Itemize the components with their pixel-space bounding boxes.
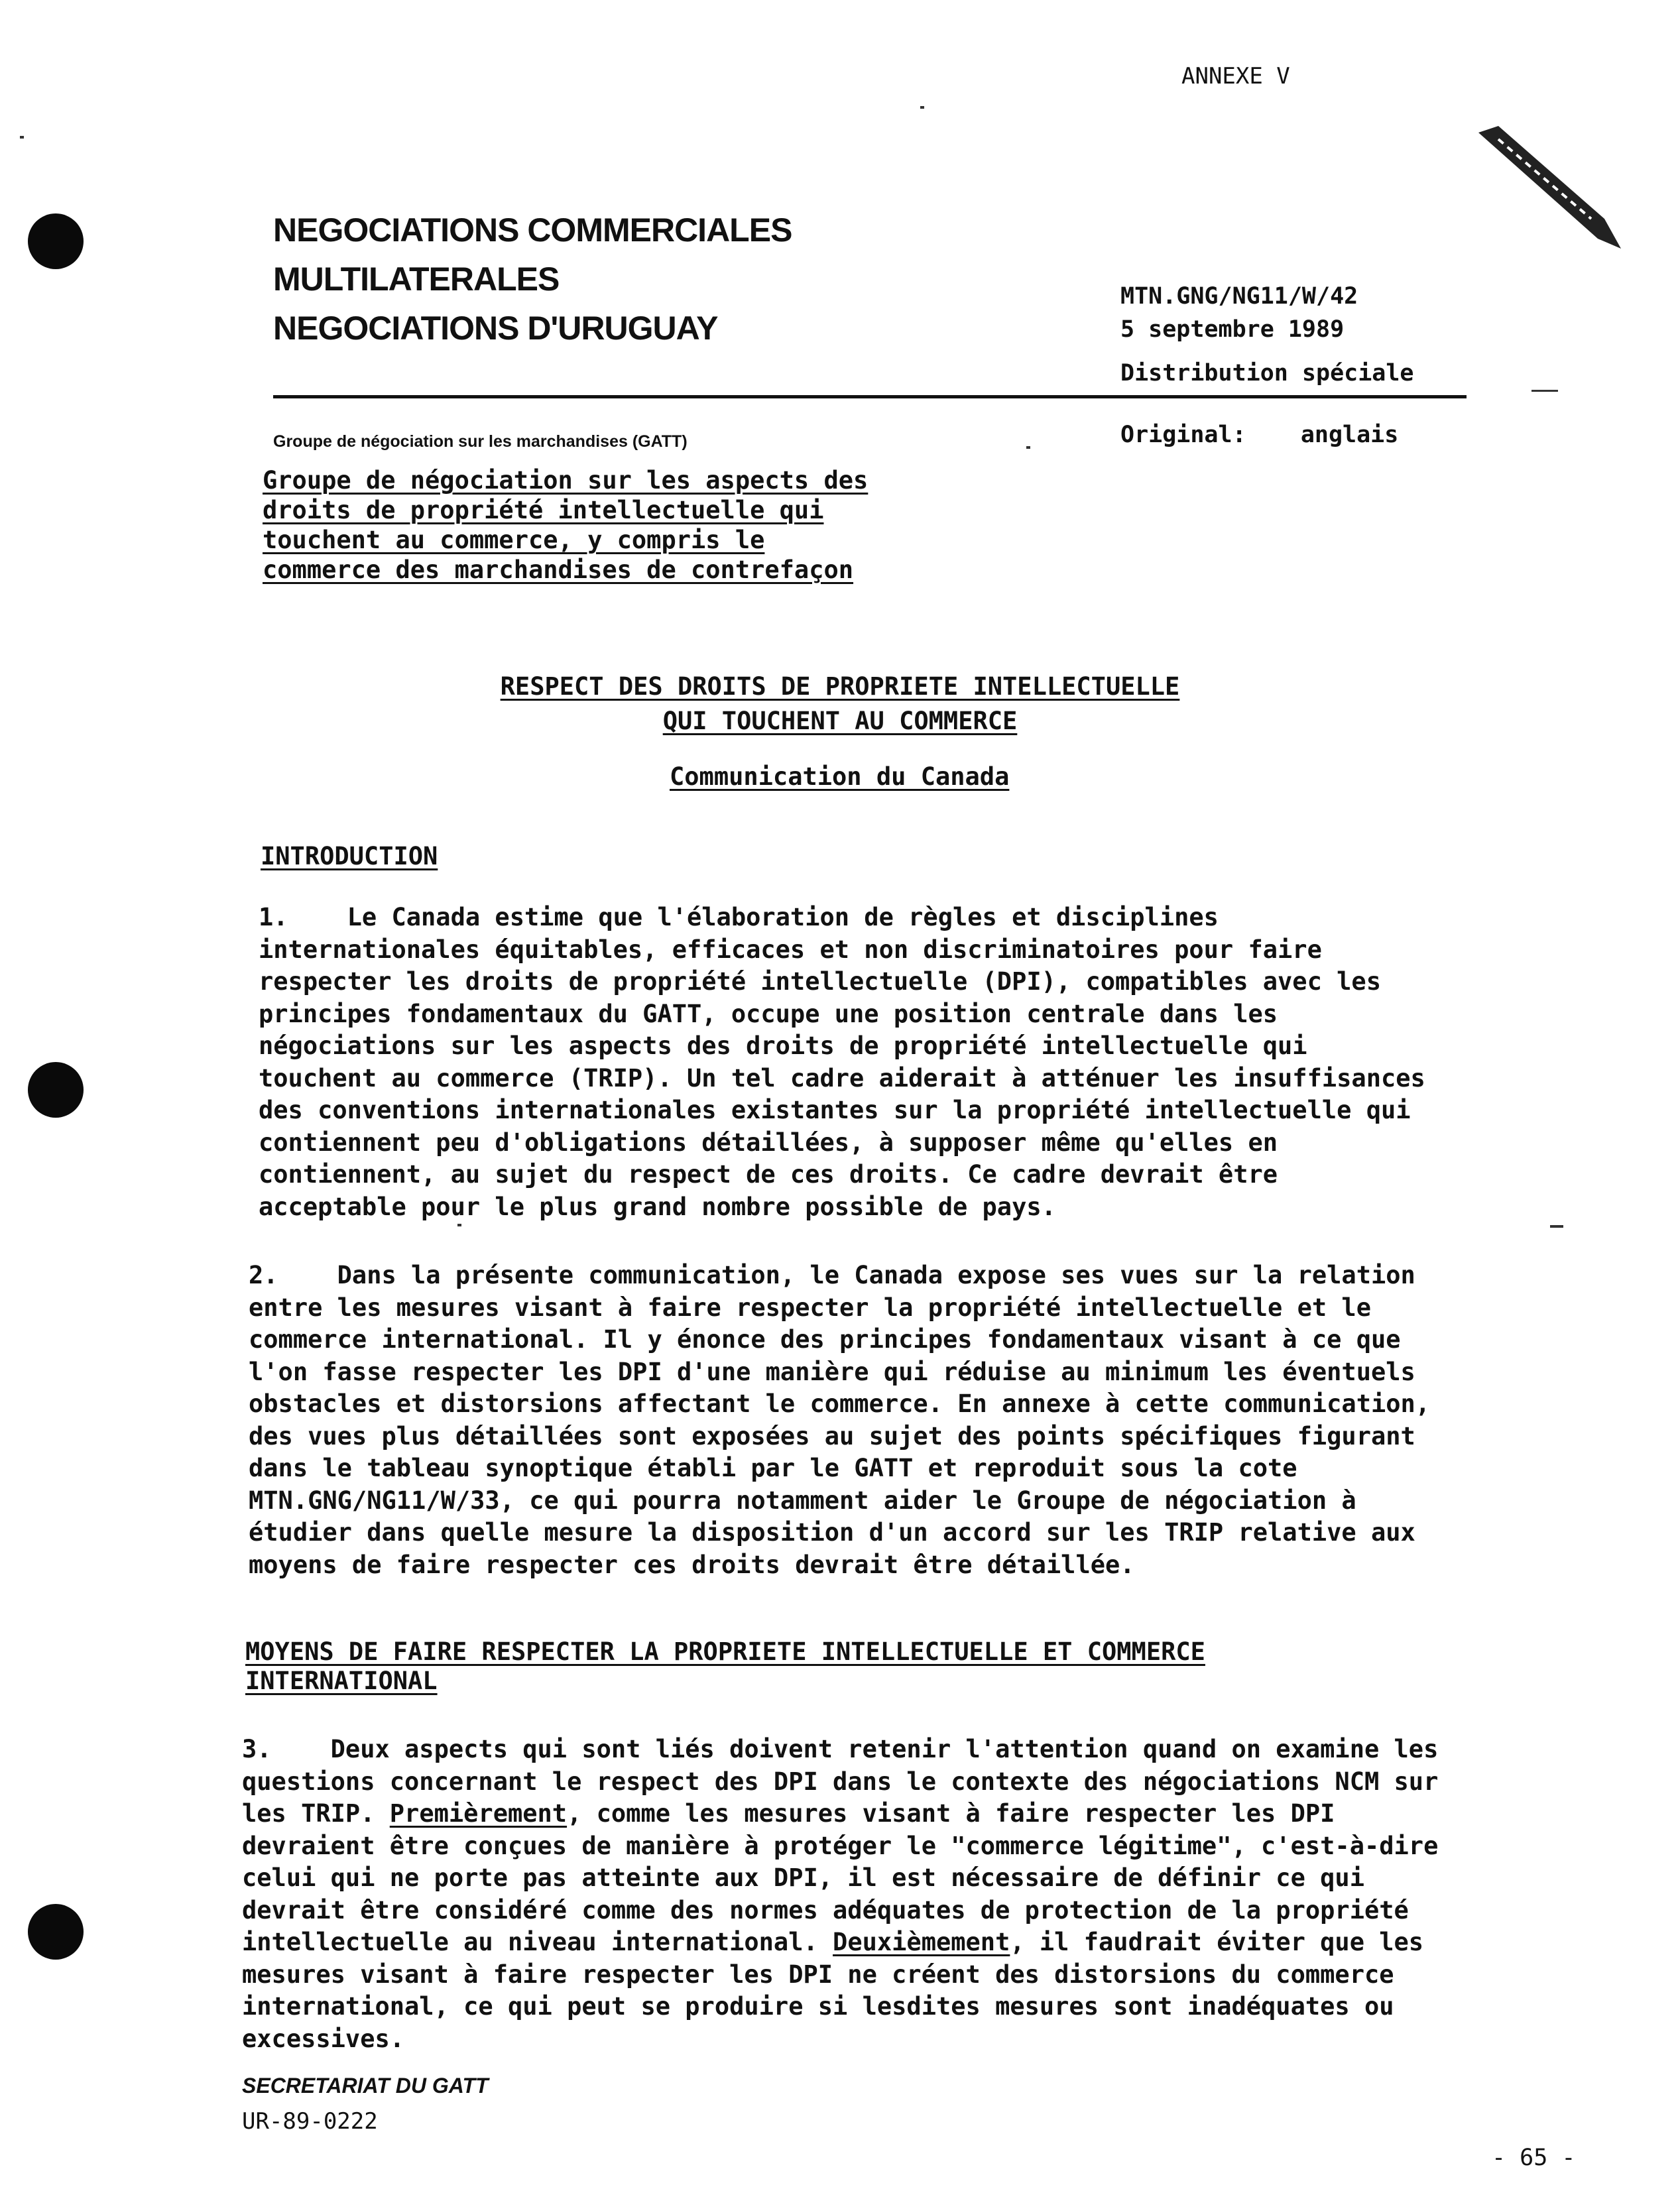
paragraph-2 [249,1260,1445,1581]
scan-speck [1026,446,1030,449]
scan-speck [1550,1225,1563,1228]
parent-group-name: Groupe de négociation sur les marchandises (GATT) [273,432,688,451]
document-symbol: MTN.GNG/NG11/W/42 [1120,283,1358,310]
document-title [0,670,1680,739]
page-number: - 65 - [1492,2145,1576,2171]
original-value: anglais [1300,422,1399,448]
section-heading-introduction: INTRODUCTION [261,842,438,870]
title-line-3: NEGOCIATIONS D'URUGUAY [273,310,718,347]
title-line-2: MULTILATERALES [273,261,560,298]
moyens-heading-line-2: INTERNATIONAL [245,1667,438,1695]
emphasis-premierement: Premièrement [389,1799,568,1828]
punch-hole-top [28,213,84,269]
scan-speck [1531,390,1558,392]
paragraph-3-part-a: 3. Deux aspects qui sont liés doivent retenir l'attention quand on examine les questions concernant le respect des DPI dans le contexte des négociations NCM sur les TRIP. [242,1735,1453,1828]
emphasis-deuxiemement: Deuxièmement [833,1928,1010,1956]
group-line-3: touchent au commerce, y compris le [263,526,765,554]
punch-hole-bottom [28,1904,84,1960]
punch-hole-middle [28,1062,84,1118]
scan-speck [20,136,24,139]
original-language [1120,422,1398,448]
distribution-note: Distribution spéciale [1120,360,1414,386]
paragraph-3-text [242,1734,1453,2055]
group-line-1: Groupe de négociation sur les aspects des [263,466,869,495]
paragraph-3-part-c: , comme les mesures visant à faire respecter les DPI devraient être conçues de manière à protéger le "commerce légitime", c'est-à-dire celui qui ne porte pas atteinte aux DPI, il est nécessaire de définir ce qui devrait être considéré comme des normes adéquates de protection de la propriété intellectuelle au niveau international. [242,1799,1453,1956]
paragraph-1-text: 1. Le Canada estime que l'élaboration de règles et disciplines internationales équitables, efficaces et non discriminatoires pour faire respecter les droits de propriété intellectuelle (DPI), compatibles avec les principes fondamentaux du GATT, occupe une position centrale dans les négociations sur les aspects des droits de propriété intellectuelle qui touchent au commerce (TRIP). Un tel cadre aiderait à atténuer les insuffisances des conventions internationales existantes sur la propriété intellectuelle qui contiennent peu d'obligations détaillées, à supposer même qu'elles en contiennent, au sujet du respect de ces droits. Ce cadre devrait être acceptable pour le plus grand nombre possible de pays. [259,903,1441,1221]
title-line-b: QUI TOUCHENT AU COMMERCE [662,707,1018,735]
paragraph-1 [259,902,1439,1223]
footer-secretariat: SECRETARIAT DU GATT [242,2074,489,2098]
document-series-title [273,206,792,353]
title-line-a: RESPECT DES DROITS DE PROPRIETE INTELLECTUELLE [500,672,1180,701]
torn-corner-mark [1472,119,1631,259]
moyens-heading-line-1: MOYENS DE FAIRE RESPECTER LA PROPRIETE INTELLECTUELLE ET COMMERCE [245,1637,1205,1666]
paragraph-3 [242,1734,1453,2055]
section-heading-moyens [245,1637,1205,1696]
document-date: 5 septembre 1989 [1120,316,1345,343]
original-label: Original: [1120,422,1246,448]
annex-label: ANNEXE V [1181,63,1290,89]
group-line-2: droits de propriété intellectuelle qui [263,496,824,524]
title-line-1: NEGOCIATIONS COMMERCIALES [273,211,792,249]
footer-document-code: UR-89-0222 [242,2108,378,2135]
group-line-4: commerce des marchandises de contrefaçon [263,556,854,584]
negotiating-group-name [263,465,868,585]
scan-speck [920,106,924,109]
header-rule [273,395,1467,398]
scan-speck [457,1224,461,1226]
document-reference-block [1120,280,1414,390]
communication-subtitle: Communication du Canada [670,762,1010,791]
paragraph-2-text: 2. Dans la présente communication, le Canada expose ses vues sur la relation entre les mesures visant à faire respecter la propriété intellectuelle et le commerce international. Il y énonce des principes fondamentaux visant à ce que l'on fasse respecter les DPI d'une manière qui réduise au minimum les éventuels obstacles et distorsions affectant le commerce. En annexe à cette communication, des vues plus détaillées sont exposées au sujet des points spécifiques figurant dans le tableau synoptique établi par le GATT et reproduit sous la cote MTN.GNG/NG11/W/33, ce qui pourra notamment aider le Groupe de négociation à étudier dans quelle mesure la disposition d'un accord sur les TRIP relative aux moyens de faire respecter ces droits devrait être détaillée. [249,1261,1445,1579]
paragraph-3-part-e: , il faudrait éviter que les mesures visant à faire respecter les DPI ne créent des distorsions du commerce international, ce qui peut se produire si lesdites mesures sont inadéquates ou excessives. [242,1928,1439,2053]
